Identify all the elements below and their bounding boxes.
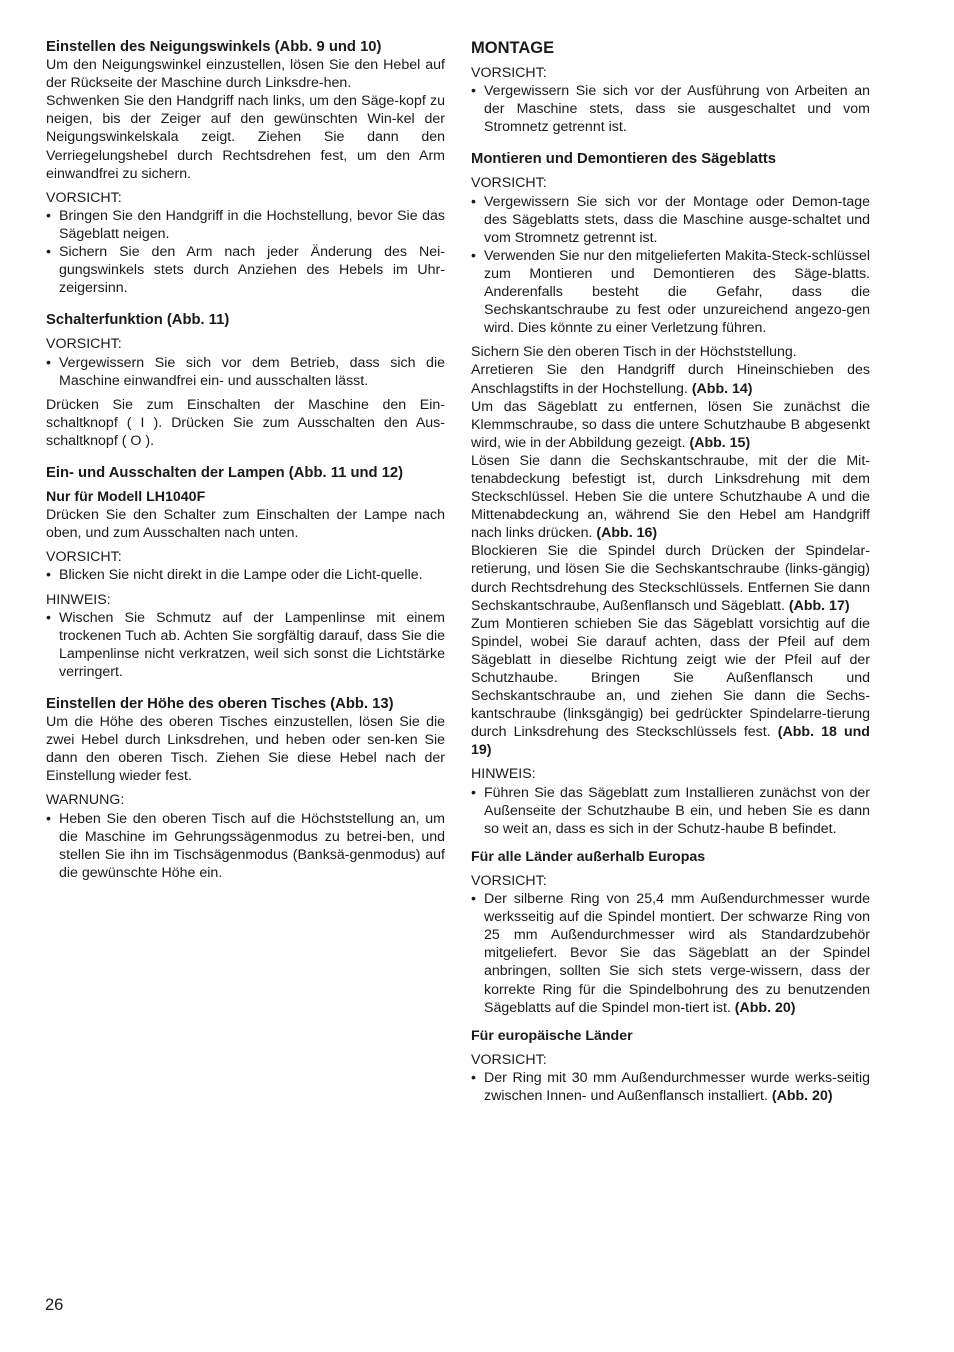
section-title-tilt-angle: Einstellen des Neigungswinkels (Abb. 9 und 10) xyxy=(46,39,382,55)
bullet-list xyxy=(46,810,445,882)
note-label: HINWEIS: xyxy=(471,766,536,783)
warning-label: WARNUNG: xyxy=(46,792,125,809)
section-title-blade-mounting: Montieren und Demontieren des Sägeblatts xyxy=(471,151,777,168)
subsection-title-model: Nur für Modell LH1040F xyxy=(46,489,206,506)
bullet-list xyxy=(471,82,870,136)
list-item: • Verwenden Sie nur den mitgelieferten Makita-Steck-schlüssel zum Montieren und Demontieren des Säge-blatts. Anderenfalls besteht die Gefahr, dass die Sechskantschraube zu fest oder unzureichend angezo-gen wird. Dies könnte zu einer Verletzung führen. xyxy=(471,247,870,337)
page-number: 26 xyxy=(45,1296,64,1314)
note-label: HINWEIS: xyxy=(46,591,111,608)
figure-ref: (Abb. 14) xyxy=(691,380,753,397)
figure-ref: (Abb. 18 und 19) xyxy=(471,724,870,759)
list-item: • Führen Sie das Sägeblatt zum Installieren zunächst von der Außenseite der Schutzhaube B ein, und heben Sie es dann so weit an, dass es sich in der Schutz-haube B befindet. xyxy=(471,784,870,838)
paragraph: Um die Höhe des oberen Tisches einzustellen, lösen Sie die zwei Hebel durch Linksdrehen, und heben oder sen-ken Sie dann den oberen Tisch. Ziehen Sie diese Hebel nach der Einstellung wieder fest. xyxy=(46,714,445,785)
list-item: • Vergewissern Sie sich vor der Montage oder Demon-tage des Sägeblatts stets, dass die Maschine ausge-schaltet und vom Stromnetz getrennt ist. xyxy=(471,193,870,247)
list-item: • Heben Sie den oberen Tisch auf die Höchststellung an, um die Maschine im Gehrungssägenmodus zu betrei-ben, und stellen Sie ihn im Tischsägenmodus (Banksä-genmodus) auf die gewünschte Höhe ein. xyxy=(46,810,445,882)
figure-ref: (Abb. 17) xyxy=(788,597,850,614)
list-item: • Bringen Sie den Handgriff in die Hochstellung, bevor Sie das Sägeblatt neigen. xyxy=(46,207,445,243)
caution-label: VORSICHT: xyxy=(471,65,547,81)
paragraph: Um den Neigungswinkel einzustellen, lösen Sie den Hebel auf der Rückseite der Maschine durch Linksdre-hen. xyxy=(46,57,445,92)
figure-ref: (Abb. 16) xyxy=(596,525,658,542)
list-item: • Vergewissern Sie sich vor dem Betrieb, dass sich die Maschine einwandfrei ein- und ausschalten lässt. xyxy=(46,354,445,390)
caution-label: VORSICHT: xyxy=(471,872,547,889)
caution-label: VORSICHT: xyxy=(46,189,122,206)
section-title-montage: MONTAGE xyxy=(471,39,555,57)
left-column xyxy=(46,38,445,882)
figure-ref: (Abb. 15) xyxy=(689,434,751,451)
paragraph: Um das Sägeblatt zu entfernen, lösen Sie zunächst die Klemmschraube, so dass die untere Schutzhaube B abgesenkt wird, wie in der Abbildung gezeigt. (Abb. 15) xyxy=(471,398,870,451)
paragraph: Sichern Sie den oberen Tisch in der Höchststellung. xyxy=(471,344,797,361)
bullet-list xyxy=(471,784,870,838)
bullet-list xyxy=(46,609,445,681)
bullet-list xyxy=(471,890,870,1017)
caution-label: VORSICHT: xyxy=(471,175,547,192)
section-title-upper-table-height: Einstellen der Höhe des oberen Tisches (Abb. 13) xyxy=(46,696,394,712)
paragraph: Lösen Sie dann die Sechskantschraube, mit der die Mit-tenabdeckung befestigt ist, durch Linksdrehung mit dem Steckschlüssel. Heben Sie die untere Schutzhaube A und die Mittenabdeckung an, während Sie den Hebel am Handgriff nach links drücken. (Abb. 16) xyxy=(471,452,870,542)
list-item: • Der silberne Ring von 25,4 mm Außendurchmesser wurde werksseitig auf die Spindel montiert. Der schwarze Ring von 25 mm Außendurchmesser wird als Standardzubehör mitgeliefert. Bevor Sie das Sägeblatt an der Spindel anbringen, sollten Sie sich stets verge-wissern, dass der korrekte Ring für die Spindelbohrung des zu benutzenden Sägeblatts auf die Spindel mon-tiert ist. (Abb. 20) xyxy=(471,890,870,1017)
list-item: • Sichern Sie den Arm nach jeder Änderung des Nei-gungswinkels stets durch Anziehen des Hebels im Uhr-zeigersinn. xyxy=(46,243,445,297)
list-item: • Wischen Sie Schmutz auf der Lampenlinse mit einem trockenen Tuch ab. Achten Sie sorgfältig darauf, dass Sie die Lampenlinse nicht verkratzen, weil sich sonst die Lichtstärke verringert. xyxy=(46,609,445,681)
caution-label: VORSICHT: xyxy=(46,336,122,353)
right-column xyxy=(471,38,870,1105)
caution-label: VORSICHT: xyxy=(471,1051,547,1068)
paragraph: Zum Montieren schieben Sie das Sägeblatt vorsichtig auf die Spindel, wobei Sie darauf achten, dass der Pfeil auf dem Sägeblatt in dieselbe Richtung zeigt wie der Pfeil auf der Schutzhaube. Bringen Sie Außenflansch und Sechskantschraube an, und ziehen Sie dann die Sechs-kantschraube (linksgängig) bei gedrückter Spindelarre-tierung durch Linksdrehung des Steckschlüssels fest. (Abb. 18 und 19) xyxy=(471,615,870,759)
figure-ref: (Abb. 20) xyxy=(734,999,796,1016)
paragraph: Blockieren Sie die Spindel durch Drücken der Spindelar-retierung, und lösen Sie die Sechskantschraube (links-gängig) durch Rechtsdrehung des Steckschlüssels. Entfernen Sie dann Sechskantschraube, Außenflansch und Sägeblatt. (Abb. 17) xyxy=(471,543,870,614)
bullet-list xyxy=(46,566,445,584)
figure-ref: (Abb. 20) xyxy=(771,1087,833,1104)
bullet-list xyxy=(46,207,445,297)
section-title-switch-function: Schalterfunktion (Abb. 11) xyxy=(46,312,230,329)
bullet-list xyxy=(471,1069,870,1105)
caution-label: VORSICHT: xyxy=(46,549,122,566)
list-item: • Blicken Sie nicht direkt in die Lampe oder die Licht-quelle. xyxy=(46,566,445,584)
paragraph: Schwenken Sie den Handgriff nach links, um den Säge-kopf zu neigen, bis der Zeiger auf den gewünschten Win-kel der Neigungswinkelskala zeigt. Ziehen Sie dann den Verriegelungshebel durch Rechtsdrehen fest, um den Arm einwandfrei zu sichern. xyxy=(46,93,445,182)
paragraph: Drücken Sie den Schalter zum Einschalten der Lampe nach oben, und zum Ausschalten nach unten. xyxy=(46,507,445,542)
bullet-list xyxy=(471,193,870,338)
list-item: • Vergewissern Sie sich vor der Ausführung von Arbeiten an der Maschine stets, dass sie ausgeschaltet und vom Stromnetz getrennt ist. xyxy=(471,82,870,136)
paragraph: Arretieren Sie den Handgriff durch Hineinschieben des Anschlagstifts in der Hochstellung. (Abb. 14) xyxy=(471,362,870,397)
section-title-lamps: Ein- und Ausschalten der Lampen (Abb. 11 und 12) xyxy=(46,464,404,481)
paragraph: Drücken Sie zum Einschalten der Maschine den Ein-schaltknopf ( I ). Drücken Sie zum Ausschalten den Aus-schaltknopf ( O ). xyxy=(46,396,445,449)
subsection-title-non-europe: Für alle Länder außerhalb Europas xyxy=(471,848,706,865)
subsection-title-europe: Für europäische Länder xyxy=(471,1027,633,1044)
list-item: • Der Ring mit 30 mm Außendurchmesser wurde werks-seitig zwischen Innen- und Außenflansch installiert. (Abb. 20) xyxy=(471,1069,870,1105)
bullet-list xyxy=(46,354,445,390)
